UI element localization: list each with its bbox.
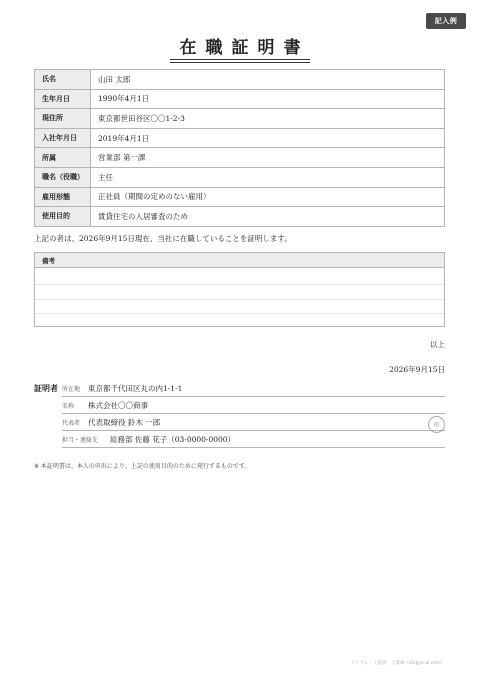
remarks-label: 備考	[35, 253, 444, 268]
issuer-row-representative	[62, 414, 445, 431]
remarks-ruled-line	[35, 313, 444, 314]
closing-text: 以上	[430, 340, 445, 349]
table-row	[35, 167, 445, 187]
field-label: 所属	[35, 148, 91, 168]
field-label: 職名（役職）	[35, 167, 91, 187]
issuer-row-contact	[62, 431, 445, 448]
field-label: 入社年月日	[35, 128, 91, 148]
issuer-value: 総務部 佐藤 花子（03-0000-0000）	[110, 434, 236, 444]
field-value: 1990年4月1日	[91, 89, 445, 109]
table-row	[35, 207, 445, 227]
field-label: 氏名	[35, 70, 91, 90]
field-value: 賃貸住宅の入居審査のため	[91, 207, 445, 227]
remarks-ruled-line	[35, 284, 444, 285]
field-label: 使用目的	[35, 207, 91, 227]
document-title: 在職証明書	[179, 38, 310, 58]
sample-badge: 記入例	[426, 13, 466, 29]
table-row	[35, 128, 445, 148]
issuer-block	[62, 380, 445, 448]
title-underline-second	[170, 62, 310, 63]
remarks-ruled-line	[35, 299, 444, 300]
issuer-key: 名称	[62, 402, 75, 410]
field-value: 主任	[91, 167, 445, 187]
issuer-value: 代表取締役 鈴木 一郎	[88, 417, 161, 427]
table-row	[35, 109, 445, 129]
field-value: 営業部 第一課	[91, 148, 445, 168]
field-value: 2019年4月1日	[91, 128, 445, 148]
issuer-key: 担当・連絡先	[62, 436, 99, 444]
field-value: 東京都世田谷区〇〇1-2-3	[91, 109, 445, 129]
field-value: 山田 太郎	[91, 70, 445, 90]
issuer-label: 証明者	[34, 383, 58, 393]
issuer-value: 株式会社〇〇商事	[88, 400, 148, 410]
table-row	[35, 70, 445, 90]
title-underline	[170, 59, 310, 60]
issuer-key: 所在地	[62, 385, 81, 393]
issuer-key: 代表者	[62, 419, 81, 427]
employee-info-table	[34, 69, 445, 227]
table-row	[35, 187, 445, 207]
field-value: 正社員（期間の定めのない雇用）	[91, 187, 445, 207]
issuer-row-company-name	[62, 397, 445, 414]
remarks-box	[34, 252, 445, 327]
template-credit: テンプレート提供：士業AI（shigyo-ai.com）	[351, 661, 445, 666]
field-label: 雇用形態	[35, 187, 91, 207]
issue-date: 2026年9月15日	[389, 365, 445, 374]
field-label: 生年月日	[35, 89, 91, 109]
field-label: 現住所	[35, 109, 91, 129]
table-row	[35, 148, 445, 168]
certification-statement: 上記の者は、2026年9月15日現在、当社に在職していることを証明します。	[34, 234, 292, 243]
footnote: ※ 本証明書は、本人の申出により、上記の使用目的のために発行するものです。	[34, 463, 251, 470]
company-seal-placeholder: 印	[428, 416, 445, 433]
table-row	[35, 89, 445, 109]
issuer-row-address	[62, 380, 445, 397]
issuer-value: 東京都千代田区丸の内1-1-1	[88, 383, 183, 393]
